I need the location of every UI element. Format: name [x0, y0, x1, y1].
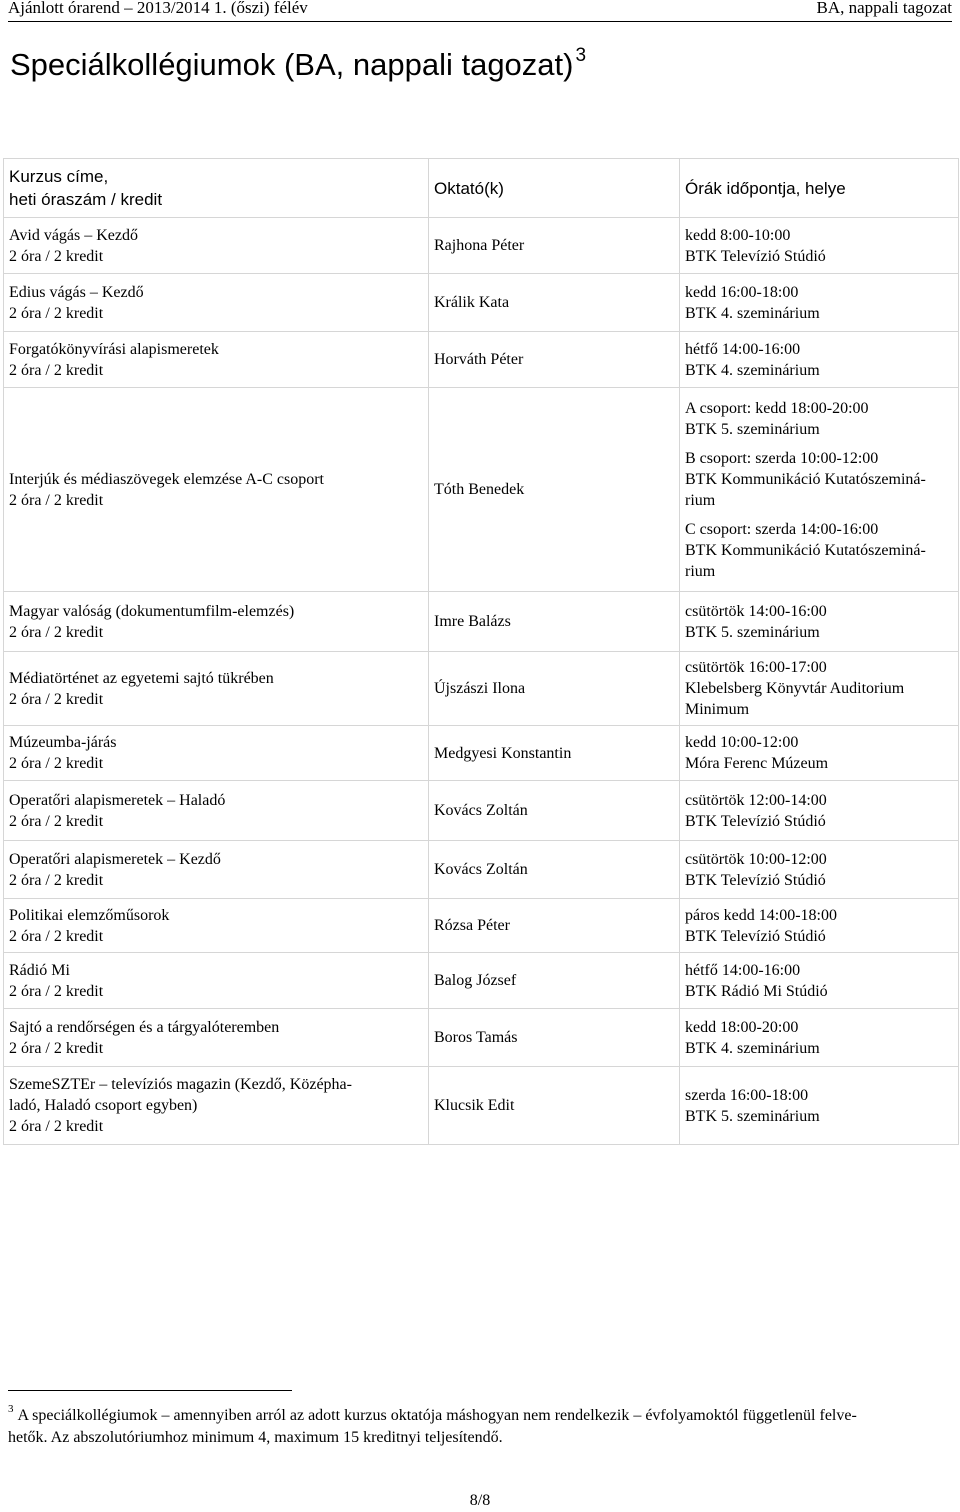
course-title: Avid vágás – Kezdő [9, 226, 138, 244]
running-header [8, 0, 952, 20]
course-credits: 2 óra / 2 kredit [9, 927, 104, 945]
schedule-place-cont: Minimum [685, 701, 750, 718]
schedule-time: csütörtök 14:00-16:00 [685, 602, 827, 620]
schedule-place: BTK 5. szeminárium [685, 623, 820, 641]
table-row [4, 841, 959, 899]
course-cell [4, 332, 429, 388]
course-title: Sajtó a rendőrségen és a tárgyalóteremben [9, 1018, 280, 1036]
schedule-table [3, 158, 959, 1145]
page-number: 8/8 [469, 1492, 491, 1509]
course-cell [4, 652, 429, 726]
course-credits: 2 óra / 2 kredit [9, 491, 104, 509]
course-title: Magyar valóság (dokumentumfilm-elemzés) [9, 602, 295, 620]
course-title: Edius vágás – Kezdő [9, 283, 144, 301]
course-cell [4, 1009, 429, 1067]
schedule-time: kedd 16:00-18:00 [685, 283, 799, 301]
schedule-place: BTK Rádió Mi Stúdió [685, 982, 828, 1000]
instructor-cell: Klucsik Edit [429, 1067, 680, 1145]
table-row [4, 652, 959, 726]
column-header-course-line1: Kurzus címe, [9, 167, 109, 186]
instructor-cell: Tóth Benedek [429, 388, 680, 592]
instructor-cell: Balog József [429, 953, 680, 1009]
course-title: Médiatörténet az egyetemi sajtó tükrében [9, 669, 274, 687]
course-cell [4, 781, 429, 841]
table-row [4, 332, 959, 388]
course-credits: 2 óra / 2 kredit [9, 871, 104, 889]
running-header-right: BA, nappali tagozat [816, 0, 952, 17]
course-cell [4, 218, 429, 274]
schedule-time: kedd 18:00-20:00 [685, 1018, 799, 1036]
group-b-time: B csoport: szerda 10:00-12:00 [685, 449, 879, 467]
instructor-cell: Kovács Zoltán [429, 841, 680, 899]
schedule-cell [680, 592, 959, 652]
column-header-instructor: Oktató(k) [429, 159, 680, 218]
course-title: Politikai elemzőműsorok [9, 906, 170, 924]
schedule-place: Móra Ferenc Múzeum [685, 755, 829, 772]
group-a-place: BTK 5. szeminárium [685, 420, 820, 438]
schedule-cell [680, 899, 959, 953]
table-row [4, 388, 959, 592]
instructor-cell: Horváth Péter [429, 332, 680, 388]
footnote [8, 1398, 950, 1449]
table-row [4, 1067, 959, 1145]
course-title: Múzeumba-járás [9, 734, 117, 751]
course-title-cont: ladó, Haladó csoport egyben) [9, 1097, 198, 1114]
table-row [4, 274, 959, 332]
instructor-cell: Rózsa Péter [429, 899, 680, 953]
schedule-place: Klebelsberg Könyvtár Auditorium [685, 680, 905, 697]
column-header-schedule: Órák időpontja, helye [680, 159, 959, 218]
schedule-cell [680, 726, 959, 781]
course-credits: 2 óra / 2 kredit [9, 1039, 104, 1057]
instructor-cell: Rajhona Péter [429, 218, 680, 274]
schedule-cell [680, 652, 959, 726]
course-credits: 2 óra / 2 kredit [9, 304, 104, 322]
page-title-text: Speciálkollégiumok (BA, nappali tagozat) [10, 47, 574, 82]
group-c-place-cont: rium [685, 562, 716, 580]
course-credits: 2 óra / 2 kredit [9, 1118, 104, 1135]
schedule-time: szerda 16:00-18:00 [685, 1086, 809, 1104]
course-cell [4, 841, 429, 899]
course-title: SzemeSZTEr – televíziós magazin (Kezdő, Középha- [9, 1076, 352, 1093]
course-title: Operatőri alapismeretek – Kezdő [9, 850, 221, 868]
schedule-time: hétfő 14:00-16:00 [685, 340, 801, 358]
header-rule [8, 21, 952, 22]
schedule-place: BTK Televízió Stúdió [685, 247, 826, 265]
course-credits: 2 óra / 2 kredit [9, 247, 104, 265]
table-row [4, 1009, 959, 1067]
course-credits: 2 óra / 2 kredit [9, 812, 104, 830]
group-b-place-cont: rium [685, 491, 716, 509]
column-header-course-line2: heti óraszám / kredit [9, 190, 163, 209]
table-row [4, 726, 959, 781]
group-c-place: BTK Kommunikáció Kutatószeminá- [685, 541, 926, 559]
schedule-place: BTK 4. szeminárium [685, 361, 820, 379]
group-b-place: BTK Kommunikáció Kutatószeminá- [685, 470, 926, 488]
footnote-mark: 3 [8, 1403, 14, 1415]
footnote-rule [8, 1390, 292, 1391]
course-cell [4, 274, 429, 332]
schedule-place: BTK Televízió Stúdió [685, 871, 826, 889]
course-title: Rádió Mi [9, 961, 70, 979]
schedule-cell [680, 1067, 959, 1145]
instructor-cell: Imre Balázs [429, 592, 680, 652]
table-row [4, 218, 959, 274]
course-credits: 2 óra / 2 kredit [9, 755, 104, 772]
schedule-cell [680, 953, 959, 1009]
schedule-group-a [685, 394, 953, 444]
course-credits: 2 óra / 2 kredit [9, 982, 104, 1000]
instructor-cell: Medgyesi Konstantin [429, 726, 680, 781]
schedule-place: BTK 4. szeminárium [685, 304, 820, 322]
course-cell [4, 592, 429, 652]
title-footnote-mark: 3 [575, 45, 587, 66]
course-title: Forgatókönyvírási alapismeretek [9, 340, 219, 358]
schedule-time: kedd 8:00-10:00 [685, 226, 791, 244]
schedule-cell [680, 218, 959, 274]
schedule-time: páros kedd 14:00-18:00 [685, 906, 837, 924]
instructor-cell: Kovács Zoltán [429, 781, 680, 841]
group-c-time: C csoport: szerda 14:00-16:00 [685, 520, 879, 538]
table-row [4, 953, 959, 1009]
schedule-time: csütörtök 16:00-17:00 [685, 659, 827, 676]
schedule-cell [680, 841, 959, 899]
course-cell [4, 953, 429, 1009]
page-title [10, 36, 586, 85]
course-cell [4, 899, 429, 953]
schedule-time: kedd 10:00-12:00 [685, 734, 799, 751]
group-a-time: A csoport: kedd 18:00-20:00 [685, 399, 869, 417]
schedule-cell [680, 781, 959, 841]
instructor-cell: Králik Kata [429, 274, 680, 332]
schedule-place: BTK 4. szeminárium [685, 1039, 820, 1057]
table-row [4, 592, 959, 652]
table-row [4, 781, 959, 841]
footnote-line1: A speciálkollégiumok – amennyiben arról az adott kurzus oktatója máshogyan nem rendelkezik – évfolyamoktól függetlenül felve- [17, 1407, 857, 1424]
course-cell [4, 388, 429, 592]
schedule-group-b [685, 444, 953, 515]
course-credits: 2 óra / 2 kredit [9, 623, 104, 641]
schedule-time: hétfő 14:00-16:00 [685, 961, 801, 979]
running-header-left: Ajánlott órarend – 2013/2014 1. (őszi) félév [8, 0, 308, 17]
schedule-group-c [685, 515, 953, 586]
course-title: Interjúk és médiaszövegek elemzése A-C csoport [9, 470, 324, 488]
course-cell [4, 726, 429, 781]
table-row [4, 899, 959, 953]
instructor-cell: Boros Tamás [429, 1009, 680, 1067]
course-credits: 2 óra / 2 kredit [9, 690, 104, 708]
schedule-cell [680, 388, 959, 592]
schedule-cell [680, 1009, 959, 1067]
course-title: Operatőri alapismeretek – Haladó [9, 791, 226, 809]
schedule-place: BTK Televízió Stúdió [685, 927, 826, 945]
table-header-row [4, 159, 959, 218]
schedule-time: csütörtök 10:00-12:00 [685, 850, 827, 868]
schedule-place: BTK Televízió Stúdió [685, 812, 826, 830]
footnote-line2: hetők. Az abszolutóriumhoz minimum 4, maximum 15 kreditnyi teljesítendő. [8, 1429, 503, 1446]
schedule-time: csütörtök 12:00-14:00 [685, 791, 827, 809]
schedule-cell [680, 332, 959, 388]
column-header-course [4, 159, 429, 218]
course-credits: 2 óra / 2 kredit [9, 361, 104, 379]
course-cell [4, 1067, 429, 1145]
schedule-cell [680, 274, 959, 332]
instructor-cell: Újszászi Ilona [429, 652, 680, 726]
schedule-place: BTK 5. szeminárium [685, 1107, 820, 1125]
